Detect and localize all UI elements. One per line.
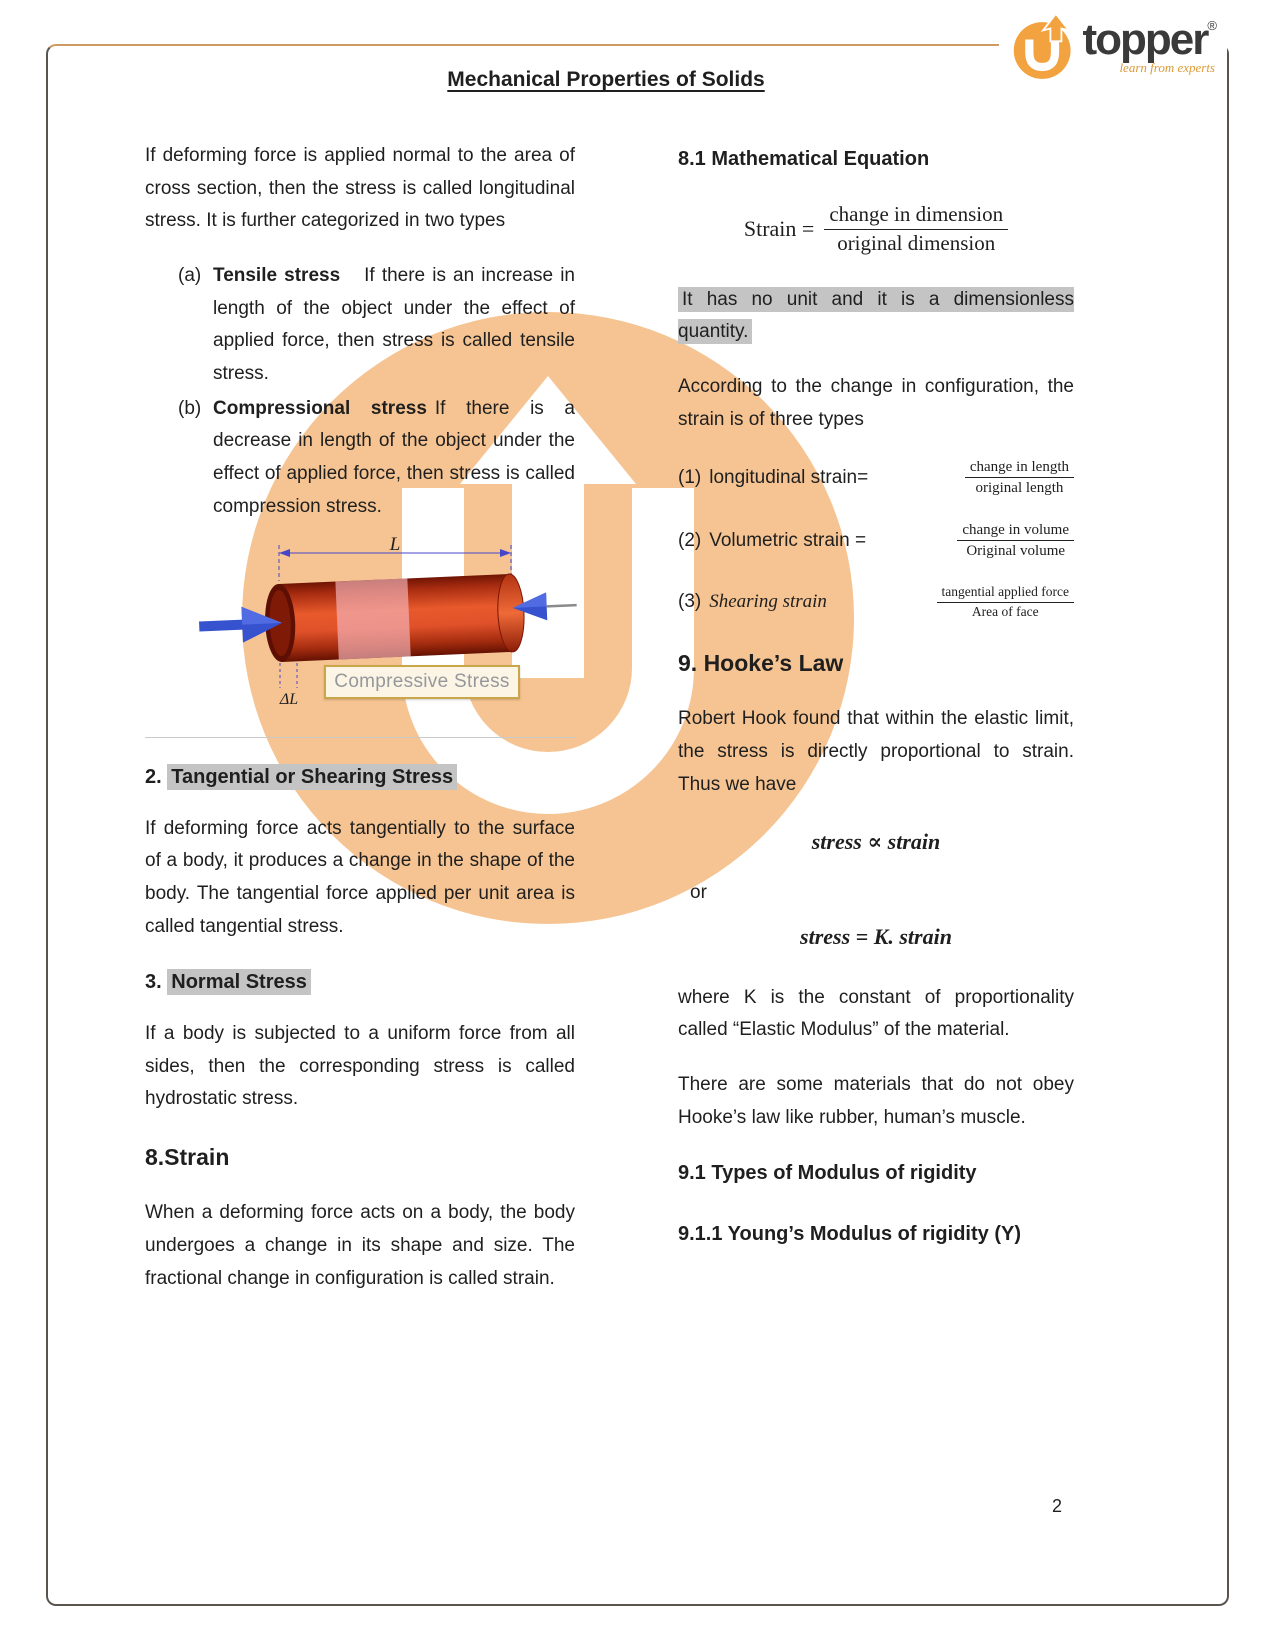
section-3-number: 3. <box>145 971 162 994</box>
compressive-stress-figure <box>139 537 579 721</box>
section-divider <box>145 737 575 738</box>
section-2-number: 2. <box>145 766 162 789</box>
figure-caption: Compressive Stress <box>324 665 520 699</box>
brand-tagline: learn from experts <box>1119 60 1215 75</box>
highlighted-text: It has no unit and it is a dimensionless quantity. <box>678 288 1074 343</box>
list-marker: (b) <box>178 397 202 419</box>
item-marker: (1) <box>678 466 702 488</box>
strain-equation <box>678 202 1074 255</box>
strain-fraction <box>957 521 1074 560</box>
section-3-heading <box>145 965 575 999</box>
item-marker: (2) <box>678 529 702 551</box>
list-marker: (a) <box>178 265 202 287</box>
strain-type-shearing <box>678 584 1074 619</box>
registered-mark: ® <box>1207 18 1217 33</box>
section-8-1-heading: 8.1 Mathematical Equation <box>678 148 930 170</box>
or-connector: or <box>690 882 707 904</box>
paragraph-exceptions: There are some materials that do not obey Hooke’s law like rubber, human’s muscle. <box>678 1074 1074 1128</box>
term-compressional-stress: Compressional stress <box>213 397 427 419</box>
fraction-denominator: original dimension <box>837 230 996 255</box>
section-8-heading: 8.Strain <box>145 1143 230 1170</box>
fraction-numerator: change in dimension <box>824 202 1008 229</box>
paragraph-normal-stress: If a body is subjected to a uniform force from all sides, then the corresponding stress is called hydrostatic stress. <box>145 1022 575 1110</box>
section-9-1-1-heading: 9.1.1 Young’s Modulus of rigidity (Y) <box>678 1222 1021 1245</box>
section-9-1-heading: 9.1 Types of Modulus of rigidity <box>678 1162 977 1185</box>
paragraph-elastic-modulus: where K is the constant of proportionality called “Elastic Modulus” of the material. <box>678 986 1074 1041</box>
definition-compressional-stress: If there is a decrease in length of the object under the effect of applied force, then stress is called compression stress. <box>213 397 575 517</box>
stress-strain-constant-equation: stress = K. strain <box>800 923 952 949</box>
fraction-denominator: Original volume <box>966 543 1066 560</box>
paragraph-longitudinal-stress: If deforming force is applied normal to the area of cross section, then the stress is called longitudinal stress. It is further categorized in two types <box>145 145 575 232</box>
definition-tensile-stress: If there is an increase in length of the object under the effect of applied force, then stress is called tensile stress. <box>213 265 576 385</box>
length-label: L <box>389 537 401 556</box>
strain-type-label: longitudinal strain= <box>709 466 869 488</box>
fraction-denominator: original length <box>975 480 1064 497</box>
strain-type-label: Volumetric strain = <box>709 529 867 551</box>
strain-type-volumetric <box>678 521 1074 560</box>
strain-fraction <box>937 584 1074 619</box>
list-item-compressional <box>145 393 575 524</box>
section-3-title: Normal Stress <box>167 969 311 995</box>
paragraph-three-types: According to the change in configuration, the strain is of three types <box>678 376 1074 430</box>
strain-type-label: Shearing strain <box>709 590 827 612</box>
paragraph-strain-definition: When a deforming force acts on a body, the body undergoes a change in its shape and size. The fractional change in configuration is called strain. <box>145 1202 575 1289</box>
fraction-numerator: tangential applied force <box>937 584 1074 602</box>
section-2-heading <box>145 760 575 794</box>
section-2-title: Tangential or Shearing Stress <box>167 764 457 790</box>
section-9-heading: 9. Hooke’s Law <box>678 649 844 676</box>
strain-fraction <box>824 202 1008 255</box>
fraction-numerator: change in volume <box>957 521 1074 541</box>
fraction-numerator: change in length <box>965 458 1074 478</box>
paragraph-hookes-law: Robert Hook found that within the elastic limit, the stress is directly proportional to strain. Thus we have <box>678 708 1074 795</box>
paragraph-dimensionless <box>678 284 1074 349</box>
strain-equation-lhs: Strain = <box>743 216 815 242</box>
strain-type-longitudinal <box>678 458 1074 497</box>
utopper-logo <box>999 6 1227 89</box>
left-column <box>145 140 575 1317</box>
page-title: Mechanical Properties of Solids <box>447 68 765 91</box>
brand-wordmark: topper <box>1082 15 1208 64</box>
item-marker: (3) <box>678 590 702 612</box>
utopper-logo-icon <box>1011 8 1077 87</box>
list-item-tensile <box>145 260 575 391</box>
stress-strain-proportional-equation: stress ∝ strain <box>811 829 941 855</box>
right-column <box>678 140 1074 1277</box>
paragraph-tangential-stress: If deforming force acts tangentially to the surface of a body, it produces a change in the shape of the body. The tangential force applied per unit area is called tangential stress. <box>145 817 575 937</box>
strain-fraction <box>965 458 1074 497</box>
term-tensile-stress: Tensile stress <box>213 265 341 287</box>
delta-length-label: ΔL <box>279 691 299 709</box>
page-number: 2 <box>1052 1496 1063 1516</box>
fraction-denominator: Area of face <box>971 603 1039 619</box>
